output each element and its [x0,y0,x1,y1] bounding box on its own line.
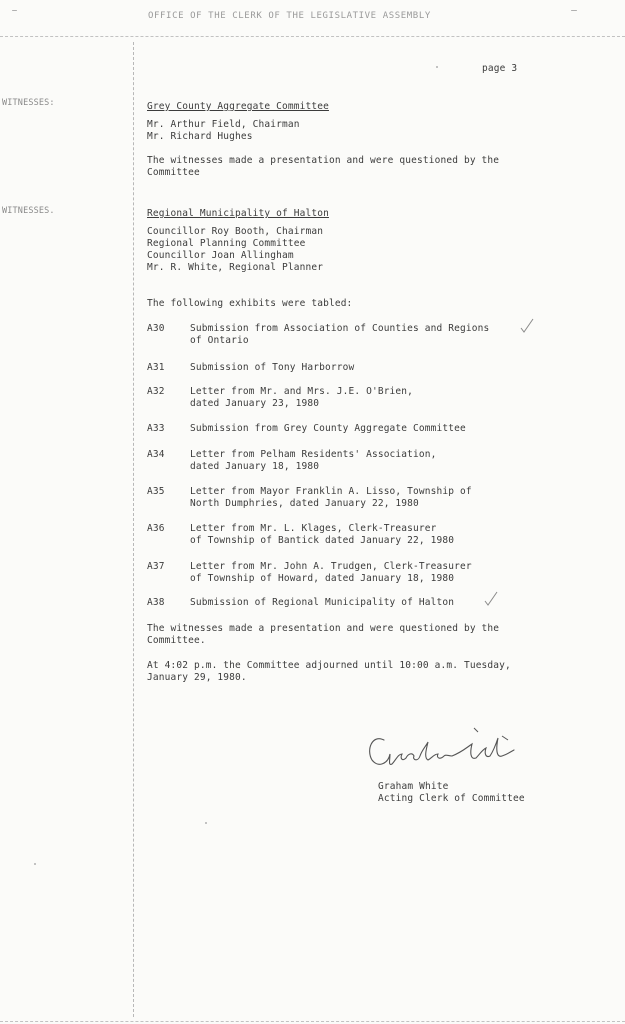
witness-name: Regional Planning Committee [147,238,306,249]
footer-rule [0,1021,625,1022]
exhibit-text: Letter from Pelham Residents' Association, [190,449,437,460]
closing-note: Committee. [147,635,206,646]
exhibit-text: of Ontario [190,335,249,346]
scan-speck [12,10,17,11]
exhibit-text: of Township of Howard, dated January 18, 1980 [190,573,455,584]
organization-name: Regional Municipality of Halton [147,208,329,219]
signatory-name: Graham White [378,781,449,792]
organization-name: Grey County Aggregate Committee [147,101,329,112]
exhibit-code: A33 [147,423,165,434]
exhibit-text: Letter from Mayor Franklin A. Lisso, Township of [190,486,472,497]
witnesses-label: WITNESSES: [2,98,55,108]
exhibit-text: dated January 18, 1980 [190,461,320,472]
witness-name: Councillor Roy Booth, Chairman [147,226,324,237]
exhibit-text: dated January 23, 1980 [190,398,320,409]
closing-note: The witnesses made a presentation and were questioned by the [147,623,500,634]
exhibit-text: Submission of Tony Harborrow [190,362,355,373]
exhibit-text: North Dumphries, dated January 22, 1980 [190,498,419,509]
witness-name: Mr. Richard Hughes [147,131,253,142]
margin-rule [133,42,134,1017]
scan-speck [34,863,36,865]
exhibit-text: Submission from Association of Counties and Regions [190,323,490,334]
page-number: page 3 [482,63,518,74]
signatory-title: Acting Clerk of Committee [378,793,525,804]
signature [362,720,532,778]
header-rule [0,36,625,37]
exhibit-code: A32 [147,386,165,397]
exhibit-text: of Township of Bantick dated January 22, 1980 [190,535,455,546]
witness-name: Councillor Joan Allingham [147,250,294,261]
scan-speck [436,66,438,68]
exhibit-text: Submission of Regional Municipality of Halton [190,597,455,608]
witness-note: The witnesses made a presentation and were questioned by the [147,155,500,166]
exhibit-code: A35 [147,486,165,497]
check-mark-icon [520,318,534,334]
exhibit-text: Submission from Grey County Aggregate Committee [190,423,466,434]
check-mark-icon [484,591,498,607]
exhibit-text: Letter from Mr. John A. Trudgen, Clerk-Treasurer [190,561,472,572]
exhibit-code: A37 [147,561,165,572]
exhibits-intro: The following exhibits were tabled: [147,298,353,309]
exhibit-code: A30 [147,323,165,334]
office-header: OFFICE OF THE CLERK OF THE LEGISLATIVE ASSEMBLY [148,11,431,21]
witness-name: Mr. Arthur Field, Chairman [147,119,300,130]
witness-name: Mr. R. White, Regional Planner [147,262,324,273]
exhibit-text: Letter from Mr. L. Klages, Clerk-Treasurer [190,523,437,534]
witnesses-label: WITNESSES. [2,206,55,216]
witness-note: Committee [147,167,200,178]
adjournment-note: January 29, 1980. [147,672,247,683]
scan-speck [205,822,207,824]
exhibit-code: A38 [147,597,165,608]
exhibit-code: A31 [147,362,165,373]
scan-speck [571,10,577,11]
exhibit-text: Letter from Mr. and Mrs. J.E. O'Brien, [190,386,414,397]
exhibit-code: A36 [147,523,165,534]
adjournment-note: At 4:02 p.m. the Committee adjourned until 10:00 a.m. Tuesday, [147,660,511,671]
exhibit-code: A34 [147,449,165,460]
